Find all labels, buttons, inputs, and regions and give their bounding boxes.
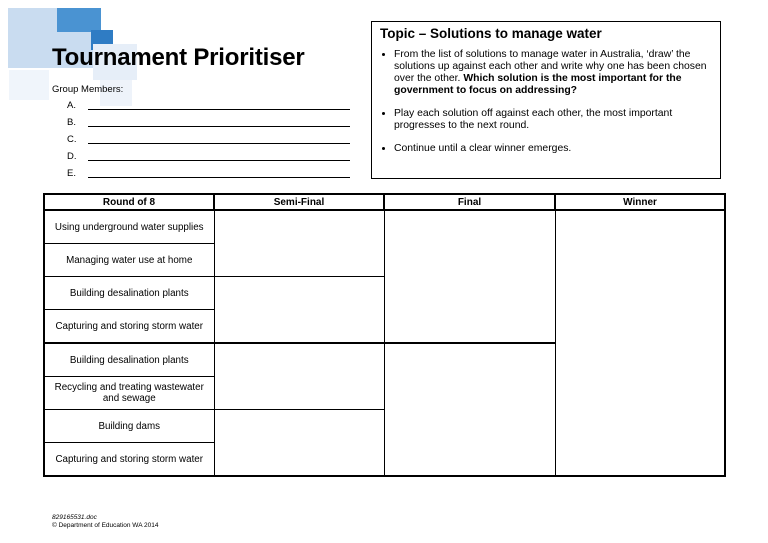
round-of-8-cell: Using underground water supplies xyxy=(44,210,214,244)
round-of-8-cell: Capturing and storing storm water xyxy=(44,310,214,344)
semi-final-slot[interactable] xyxy=(214,210,384,277)
topic-title: Topic – Solutions to manage water xyxy=(380,26,602,41)
round-of-8-cell: Recycling and treating wastewater and sewage xyxy=(44,377,214,410)
instruction-text: Play each solution off against each other, the most important progresses to the next round. xyxy=(394,108,673,131)
member-name-line[interactable] xyxy=(88,126,350,127)
member-letter: C. xyxy=(67,134,77,145)
member-letter: B. xyxy=(67,117,76,128)
member-row-c xyxy=(67,134,87,148)
member-name-line[interactable] xyxy=(88,143,350,144)
final-slot[interactable] xyxy=(384,210,555,343)
document-footer xyxy=(52,514,158,530)
member-name-line[interactable] xyxy=(88,160,350,161)
header-round-of-8: Round of 8 xyxy=(44,194,214,210)
member-letter: A. xyxy=(67,100,76,111)
group-members-label: Group Members: xyxy=(52,84,124,95)
round-of-8-cell: Building desalination plants xyxy=(44,343,214,377)
semi-final-slot[interactable] xyxy=(214,277,384,344)
member-row-e xyxy=(67,168,87,182)
round-of-8-cell: Building desalination plants xyxy=(44,277,214,310)
member-row-d xyxy=(67,151,87,165)
header-winner: Winner xyxy=(555,194,725,210)
instruction-item xyxy=(394,108,712,132)
semi-final-slot[interactable] xyxy=(214,410,384,477)
tournament-bracket xyxy=(43,193,726,477)
header-semi-final: Semi-Final xyxy=(214,194,384,210)
final-slot[interactable] xyxy=(384,343,555,476)
topic-instructions xyxy=(380,49,712,155)
winner-slot[interactable] xyxy=(555,210,725,476)
header-final: Final xyxy=(384,194,555,210)
round-of-8-cell: Capturing and storing storm water xyxy=(44,443,214,477)
round-of-8-cell: Building dams xyxy=(44,410,214,443)
decorative-square-small xyxy=(9,70,49,100)
instruction-emphasis: Which solution is the most important for the government to focus on addressing? xyxy=(394,73,682,96)
footer-filename: 829165531.doc xyxy=(52,514,97,521)
decorative-square-mid xyxy=(57,8,101,32)
round-of-8-cell: Managing water use at home xyxy=(44,244,214,277)
member-row-a xyxy=(67,100,87,114)
member-letter: E. xyxy=(67,168,76,179)
member-name-line[interactable] xyxy=(88,109,350,110)
semi-final-slot[interactable] xyxy=(214,343,384,410)
instruction-text: Continue until a clear winner emerges. xyxy=(394,143,572,154)
member-row-b xyxy=(67,117,87,131)
instruction-item xyxy=(394,49,712,97)
bracket-header-row xyxy=(44,194,725,210)
topic-box xyxy=(371,21,721,179)
member-name-line[interactable] xyxy=(88,177,350,178)
page-title: Tournament Prioritiser xyxy=(52,44,305,71)
footer-copyright: © Department of Education WA 2014 xyxy=(52,522,159,529)
instruction-text: From the list of solutions to manage water in Australia, ‘draw’ the solutions up against each other and write why one has been chosen over the other. xyxy=(394,49,707,84)
member-letter: D. xyxy=(67,151,77,162)
instruction-item xyxy=(394,143,712,155)
